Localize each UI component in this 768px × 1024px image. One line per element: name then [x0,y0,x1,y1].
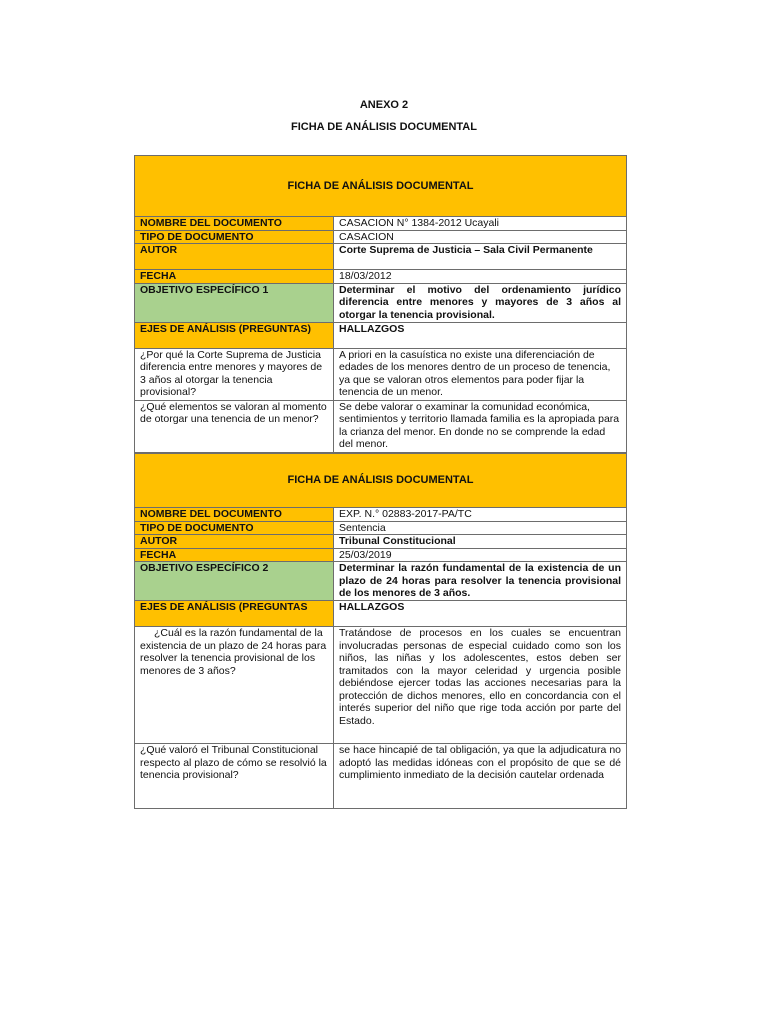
fecha-label: FECHA [135,270,334,284]
nombre-label: NOMBRE DEL DOCUMENTO [135,508,334,522]
objetivo-label: OBJETIVO ESPECÍFICO 2 [135,562,334,601]
question-text: ¿Qué valoró el Tribunal Constitucional respecto al plazo de cómo se resolvió la tenencia provisional? [135,744,334,809]
question-text: ¿Por qué la Corte Suprema de Justicia diferencia entre menores y mayores de 3 años al otorgar la tenencia provisional? [135,348,334,400]
answer-text: Tratándose de procesos en los cuales se encuentran involucradas personas de especial cuidado como son los niños, las niñas y los adolescentes, estos deben ser tramitados con la mayor celeridad y urgencia posible debiéndose ejercer todas las acciones necesarias para la protección de dichos menores, ello en concordancia con el interés superior del niño que rige toda acción por parte del Estado. [334,627,627,744]
answer-text: se hace hincapié de tal obligación, ya que la adjudicatura no adoptó las medidas idóneas con el propósito de que se dé cumplimiento inmediato de la decisión cautelar ordenada [334,744,627,809]
ficha-banner: FICHA DE ANÁLISIS DOCUMENTAL [135,454,627,508]
tipo-label: TIPO DE DOCUMENTO [135,521,334,535]
fecha-label: FECHA [135,548,334,562]
ficha-table-2 [134,453,627,809]
hallazgos-label: HALLAZGOS [334,322,627,348]
fecha-value: 25/03/2019 [334,548,627,562]
question-text: ¿Qué elementos se valoran al momento de otorgar una tenencia de un menor? [135,400,334,452]
tipo-value: Sentencia [334,521,627,535]
objetivo-value: Determinar el motivo del ordenamiento jurídico diferencia entre menores y mayores de 3 años al otorgar la tenencia provisional. [334,283,627,322]
nombre-value: EXP. N.° 02883-2017-PA/TC [334,508,627,522]
answer-text: A priori en la casuística no existe una diferenciación de edades de los menores dentro de un proceso de tenencia, ya que se valoran otros elementos para poder fijar la tenencia de un menor. [334,348,627,400]
ejes-label: EJES DE ANÁLISIS (PREGUNTAS) [135,322,334,348]
page-header [0,94,768,138]
autor-label: AUTOR [135,244,334,270]
nombre-value: CASACION N° 1384-2012 Ucayali [334,217,627,231]
tipo-value: CASACION [334,230,627,244]
fecha-value: 18/03/2012 [334,270,627,284]
autor-label: AUTOR [135,535,334,549]
objetivo-value: Determinar la razón fundamental de la existencia de un plazo de 24 horas para resolver la tenencia provisional de los menores de 3 años. [334,562,627,601]
autor-value: Corte Suprema de Justicia – Sala Civil Permanente [334,244,627,270]
objetivo-label: OBJETIVO ESPECÍFICO 1 [135,283,334,322]
hallazgos-label: HALLAZGOS [334,601,627,627]
answer-text: Se debe valorar o examinar la comunidad económica, sentimientos y territorio llamada familia es la apropiada para la crianza del menor. En donde no se comprende la edad del menor. [334,400,627,452]
ficha-table-1 [134,155,627,453]
autor-value: Tribunal Constitucional [334,535,627,549]
ficha-banner: FICHA DE ANÁLISIS DOCUMENTAL [135,156,627,217]
ejes-label: EJES DE ANÁLISIS (PREGUNTAS [135,601,334,627]
nombre-label: NOMBRE DEL DOCUMENTO [135,217,334,231]
annex-title: ANEXO 2 [359,99,409,111]
document-title: FICHA DE ANÁLISIS DOCUMENTAL [291,121,477,133]
question-text: ¿Cuál es la razón fundamental de la existencia de un plazo de 24 horas para resolver la tenencia provisional de los menores de 3 años? [135,627,334,744]
tipo-label: TIPO DE DOCUMENTO [135,230,334,244]
